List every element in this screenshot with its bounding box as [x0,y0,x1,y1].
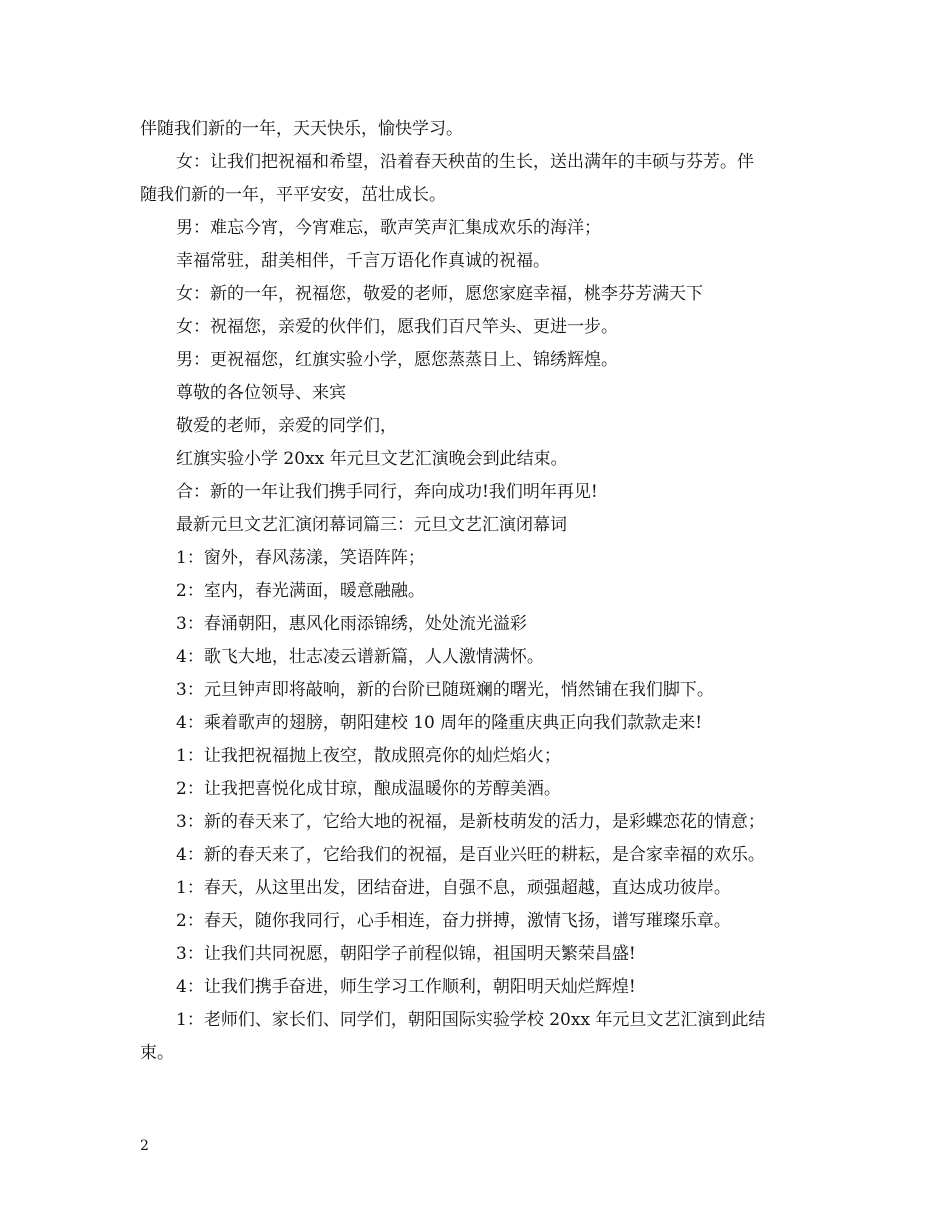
paragraph-line: 4：新的春天来了，它给我们的祝福，是百业兴旺的耕耘，是合家幸福的欢乐。 [176,845,765,865]
paragraph-line: 4：歌飞大地，壮志凌云谱新篇，人人激情满怀。 [176,647,544,667]
paragraph [140,872,812,905]
paragraph [140,839,812,872]
paragraph [140,113,812,146]
paragraph [140,905,812,938]
paragraph-line: 敬爱的老师，亲爱的同学们， [176,416,397,436]
paragraph [140,806,812,839]
paragraph-line: 2：室内，春光满面，暖意融融。 [176,581,425,601]
paragraph [140,212,812,245]
paragraph-line: 3：让我们共同祝愿，朝阳学子前程似锦，祖国明天繁荣昌盛! [176,944,636,964]
paragraph-line: 2：春天，随你我同行，心手相连，奋力拼搏，激情飞扬，谱写璀璨乐章。 [176,911,731,931]
paragraph [140,443,812,476]
paragraph-line: 伴随我们新的一年，天天快乐，愉快学习。 [140,119,463,139]
paragraph-line: 女：新的一年，祝福您，敬爱的老师，愿您家庭幸福，桃李芬芳满天下 [176,284,703,304]
paragraph [140,410,812,443]
paragraph-line: 1：老师们、家长们、同学们，朝阳国际实验学校 20xx 年元旦文艺汇演到此结 [176,1010,766,1030]
paragraph-line: 2：让我把喜悦化成甘琼，酿成温暖你的芳醇美酒。 [176,779,561,799]
paragraph-line: 3：春涌朝阳，惠风化雨添锦绣，处处流光溢彩 [176,614,527,634]
paragraph-line: 合：新的一年让我们携手同行，奔向成功!我们明年再见! [176,482,598,502]
paragraph-line: 男：难忘今宵，今宵难忘，歌声笑声汇集成欢乐的海洋； [176,218,601,238]
paragraph-line: 1：春天，从这里出发，团结奋进，自强不息，顽强超越，直达成功彼岸。 [176,878,731,898]
paragraph-line: 束。 [140,1043,174,1063]
paragraph [140,278,812,311]
paragraph-line: 女：让我们把祝福和希望，沿着春天秧苗的生长，送出满年的丰硕与芬芳。伴 [176,152,754,172]
paragraph [140,971,812,1004]
page-number: 2 [140,1138,149,1154]
paragraph [140,311,812,344]
paragraph-line: 1：让我把祝福抛上夜空，散成照亮你的灿烂焰火； [176,746,561,766]
paragraph-line: 尊敬的各位领导、来宾 [176,383,346,403]
paragraph [140,641,812,674]
paragraph [140,674,812,707]
paragraph-line: 女：祝福您，亲爱的伙伴们，愿我们百尺竿头、更进一步。 [176,317,618,337]
paragraph-line: 男：更祝福您，红旗实验小学，愿您蒸蒸日上、锦绣辉煌。 [176,350,618,370]
paragraph-line: 红旗实验小学 20xx 年元旦文艺汇演晚会到此结束。 [176,449,568,469]
paragraph-line: 最新元旦文艺汇演闭幕词篇三：元旦文艺汇演闭幕词 [176,515,567,535]
paragraph [140,245,812,278]
paragraph [140,509,812,542]
paragraph [140,1004,812,1070]
paragraph [140,146,812,212]
paragraph [140,344,812,377]
paragraph [140,608,812,641]
paragraph [140,575,812,608]
paragraph [140,476,812,509]
paragraph [140,377,812,410]
paragraph-line: 幸福常驻，甜美相伴，千言万语化作真诚的祝福。 [176,251,550,271]
paragraph-line: 4：让我们携手奋进，师生学习工作顺利，朝阳明天灿烂辉煌! [176,977,636,997]
paragraph-line: 随我们新的一年，平平安安，茁壮成长。 [140,185,446,205]
paragraph-line: 3：新的春天来了，它给大地的祝福，是新枝萌发的活力，是彩蝶恋花的情意； [176,812,765,832]
paragraph [140,938,812,971]
paragraph [140,773,812,806]
paragraph [140,542,812,575]
paragraph [140,707,812,740]
paragraph-line: 4：乘着歌声的翅膀，朝阳建校 10 周年的隆重庆典正向我们款款走来! [176,713,703,733]
paragraph-line: 1：窗外，春风荡漾，笑语阵阵； [176,548,425,568]
paragraph-line: 3：元旦钟声即将敲响，新的台阶已随斑斓的曙光，悄然铺在我们脚下。 [176,680,714,700]
paragraph [140,740,812,773]
